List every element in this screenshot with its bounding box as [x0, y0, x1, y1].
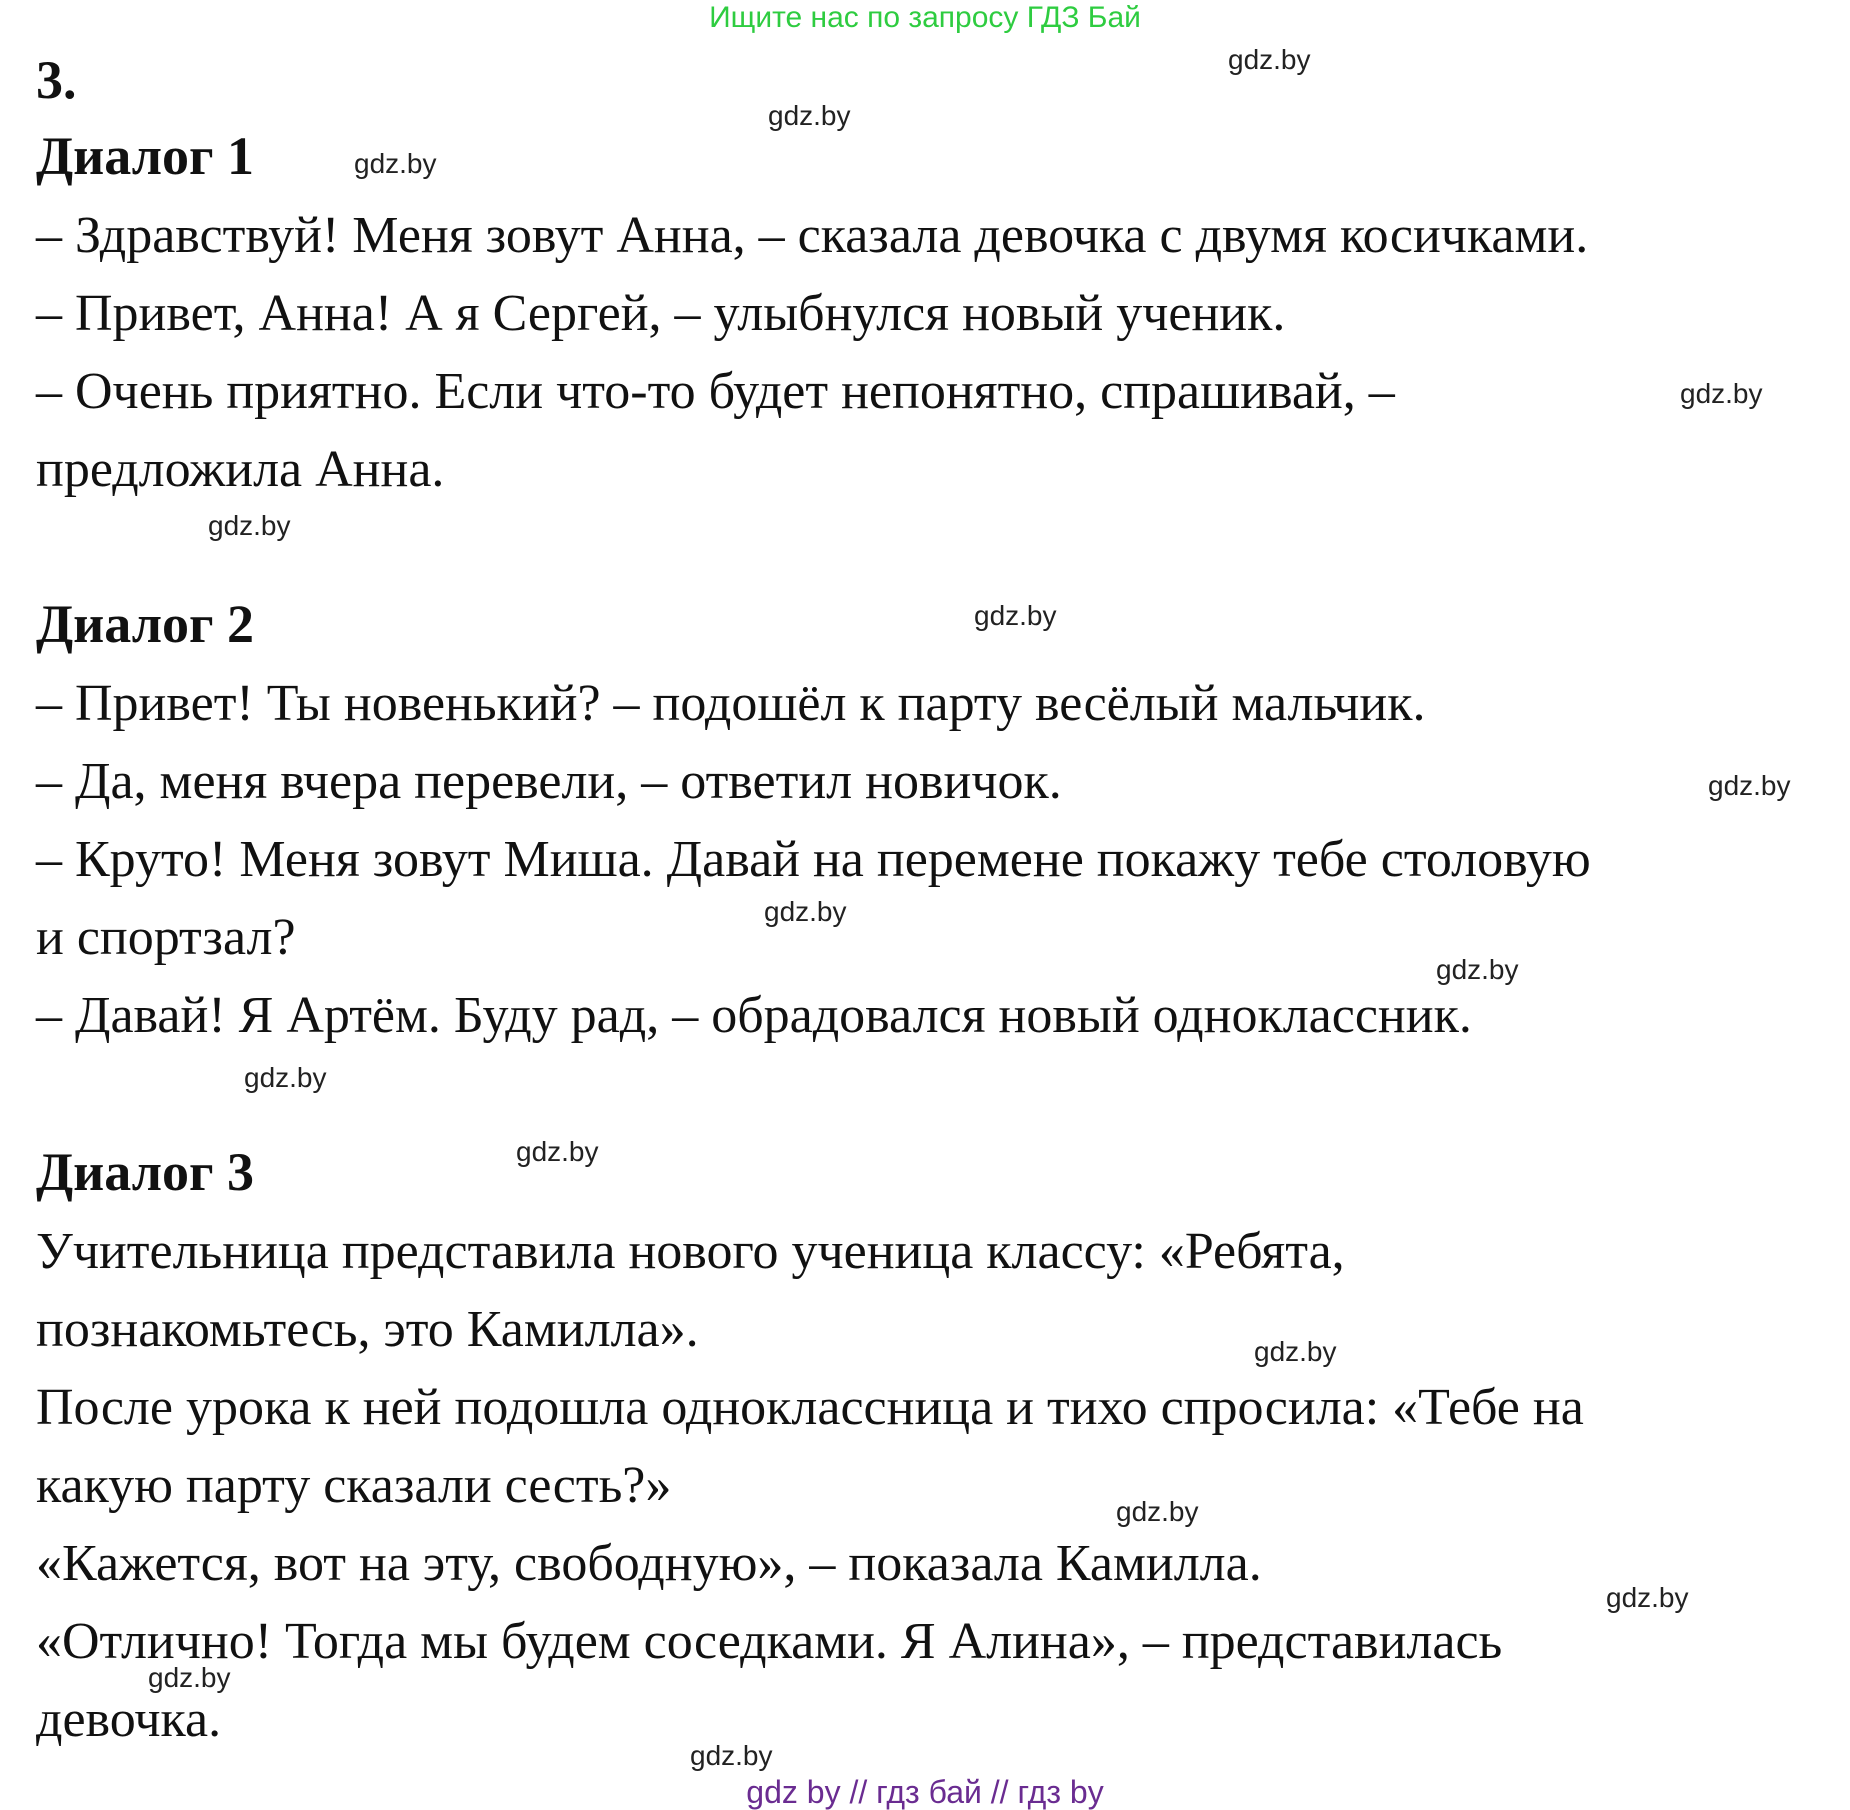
watermark: gdz.by [768, 100, 851, 131]
footer-links: gdz by // гдз бай // гдз by [746, 1774, 1104, 1810]
dialog-1-line: – Привет, Анна! А я Сергей, – улыбнулся новый ученик. [36, 285, 1286, 342]
watermark: gdz.by [1436, 954, 1519, 985]
task-number: 3. [36, 50, 77, 110]
dialog-2-line: и спортзал? [36, 909, 296, 966]
dialog-1-line: – Очень приятно. Если что-то будет непонятно, спрашивай, – [36, 363, 1395, 420]
watermark: gdz.by [208, 510, 291, 541]
watermark: gdz.by [1708, 770, 1791, 801]
dialog-2-heading: Диалог 2 [36, 594, 255, 654]
watermark: gdz.by [1116, 1496, 1199, 1527]
dialog-3-line: познакомьтесь, это Камилла». [36, 1301, 699, 1358]
dialog-3-line: Учительница представила нового ученица классу: «Ребята, [36, 1223, 1345, 1280]
dialog-3-line: девочка. [36, 1691, 222, 1748]
dialog-2-line: – Да, меня вчера перевели, – ответил новичок. [36, 753, 1062, 810]
dialog-3-line: «Отлично! Тогда мы будем соседками. Я Алина», – представилась [36, 1613, 1503, 1670]
watermark: gdz.by [1680, 378, 1763, 409]
watermark: gdz.by [244, 1062, 327, 1093]
watermark: gdz.by [148, 1662, 231, 1693]
watermark: gdz.by [764, 896, 847, 927]
dialog-2-line: – Привет! Ты новенький? – подошёл к парту весёлый мальчик. [36, 675, 1426, 732]
watermark: gdz.by [516, 1136, 599, 1167]
watermark: gdz.by [974, 600, 1057, 631]
watermark: gdz.by [690, 1740, 773, 1771]
dialog-3-line: «Кажется, вот на эту, свободную», – показала Камилла. [36, 1535, 1262, 1592]
watermark: gdz.by [1228, 44, 1311, 75]
watermark: gdz.by [1254, 1336, 1337, 1367]
dialog-3-heading: Диалог 3 [36, 1142, 255, 1202]
dialog-2-line: – Давай! Я Артём. Буду рад, – обрадовался новый одноклассник. [36, 987, 1472, 1044]
dialog-3-line: какую парту сказали сесть?» [36, 1457, 672, 1514]
dialog-1-heading: Диалог 1 [36, 126, 255, 186]
dialog-2-line: – Круто! Меня зовут Миша. Давай на перемене покажу тебе столовую [36, 831, 1591, 888]
watermark: gdz.by [1606, 1582, 1689, 1613]
search-banner: Ищите нас по запросу ГДЗ Бай [709, 1, 1141, 34]
dialog-3-line: После урока к ней подошла одноклассница и тихо спросила: «Тебе на [36, 1379, 1584, 1436]
dialog-1-line: предложила Анна. [36, 441, 445, 498]
watermark: gdz.by [354, 148, 437, 179]
dialog-1-line: – Здравствуй! Меня зовут Анна, – сказала девочка с двумя косичками. [36, 207, 1589, 264]
